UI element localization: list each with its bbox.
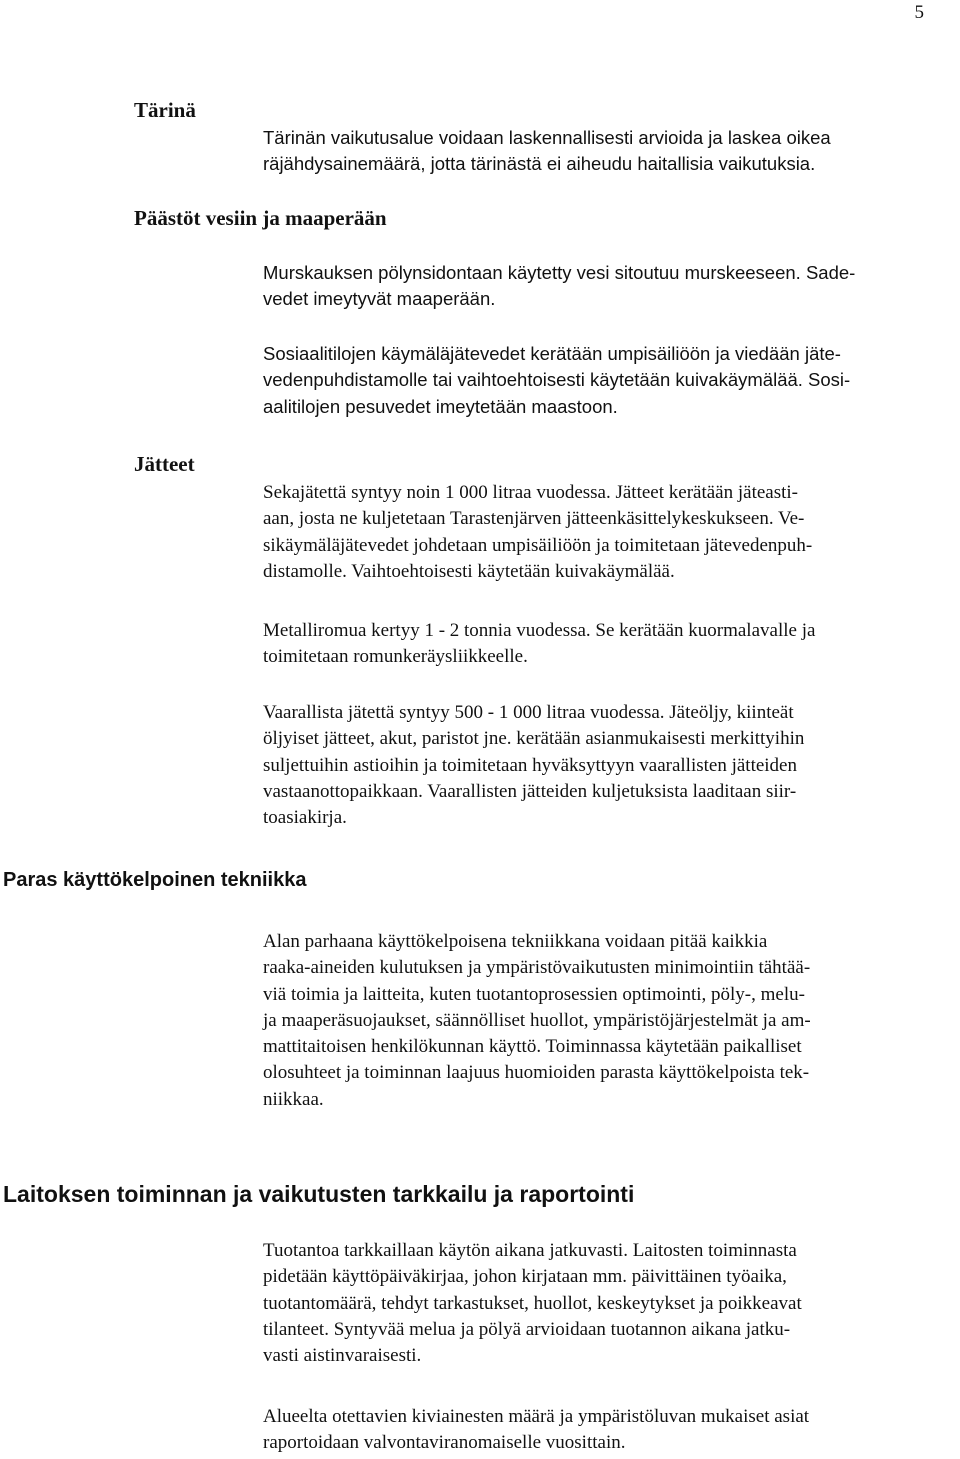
text-line: vasti aistinvaraisesti. — [263, 1345, 422, 1367]
text-line: distamolle. Vaihtoehtoisesti käytetään kuivakäymälää. — [263, 560, 675, 582]
text-line: Alan parhaana käyttökelpoisena tekniikkana voidaan pitää kaikkia — [263, 931, 768, 952]
text-line: tuotantomäärä, tehdyt tarkastukset, huollot, keskeytykset ja poikkeavat — [263, 1292, 802, 1314]
paragraph-sosiaali — [263, 341, 960, 420]
text-line: Tuotantoa tarkkaillaan käytön aikana jatkuvasti. Laitosten toiminnasta — [263, 1240, 797, 1261]
paragraph-tarina — [263, 125, 960, 178]
text-line: Sosiaalitilojen käymäläjätevedet kerätään umpisäiliöön ja viedään jäte- — [263, 343, 841, 364]
paragraph-vaarallinen — [263, 700, 960, 831]
text-line: Alueelta otettavien kiviainesten määrä ja ympäristöluvan mukaiset asiat — [263, 1406, 810, 1427]
text-line: räjähdysainemäärä, jotta tärinästä ei aiheudu haitallisia vaikutuksia. — [263, 153, 816, 175]
text-line: Metalliromua kertyy 1 - 2 tonnia vuodessa. Se kerätään kuormalavalle ja — [263, 620, 816, 641]
text-line: suljettuihin astioihin ja toimitetaan hyväksyttyyn vaarallisten jätteiden — [263, 754, 797, 776]
paragraph-tuotanto — [263, 1238, 960, 1369]
text-line: aan, josta ne kuljetetaan Tarastenjärven jätteenkäsittelykeskukseen. Ve- — [263, 508, 805, 530]
page-number: 5 — [914, 2, 924, 23]
text-line: Vaarallista jätettä syntyy 500 - 1 000 litraa vuodessa. Jäteöljy, kiinteät — [263, 702, 794, 723]
text-line: Tärinän vaikutusalue voidaan laskennallisesti arvioida ja laskea oikea — [263, 127, 831, 148]
text-line: Murskauksen pölynsidontaan käytetty vesi sitoutuu murskeeseen. Sade- — [263, 262, 856, 283]
text-line: aalitilojen pesuvedet imeytetään maastoon. — [263, 395, 618, 417]
text-line: vedet imeytyvät maaperään. — [263, 288, 496, 310]
text-line: Sekajätettä syntyy noin 1 000 litraa vuodessa. Jätteet kerätään jäteasti- — [263, 482, 798, 503]
text-line: raportoidaan valvontaviranomaiselle vuosittain. — [263, 1432, 626, 1454]
heading-tarina: Tärinä — [134, 98, 196, 122]
text-line: ja maaperäsuojaukset, säännölliset huollot, ympäristöjärjestelmät ja am- — [263, 1009, 811, 1031]
text-line: vastaanottopaikkaan. Vaarallisten jätteiden kuljetuksista laaditaan siir- — [263, 780, 797, 802]
paragraph-metalli — [263, 618, 960, 671]
text-line: pidetään käyttöpäiväkirjaa, johon kirjataan mm. päivittäinen työaika, — [263, 1266, 787, 1288]
text-line: vedenpuhdistamolle tai vaihtoehtoisesti käytetään kuivakäymälää. Sosi- — [263, 369, 851, 391]
text-line: toasiakirja. — [263, 807, 347, 829]
text-line: niikkaa. — [263, 1088, 324, 1110]
text-line: sikäymäläjätevedet johdetaan umpisäiliöön ja toimitetaan jätevedenpuh- — [263, 534, 813, 556]
paragraph-murskaus — [263, 260, 960, 313]
text-line: tilanteet. Syntyvää melua ja pölyä arvioidaan tuotannon aikana jatku- — [263, 1318, 791, 1340]
heading-paras: Paras käyttökelpoinen tekniikka — [3, 869, 307, 891]
text-line: toimitetaan romunkeräysliikkeelle. — [263, 646, 528, 668]
text-line: olosuhteet ja toiminnan laajuus huomioiden parasta käyttökelpoista tek- — [263, 1062, 810, 1084]
paragraph-paras — [263, 929, 960, 1113]
text-line: öljyiset jätteet, akut, paristot jne. kerätään asianmukaisesti merkittyihin — [263, 728, 805, 750]
text-line: raaka-aineiden kulutuksen ja ympäristövaikutusten minimointiin tähtää- — [263, 957, 811, 979]
text-line: viä toimia ja laitteita, kuten tuotantoprosessien optimointi, pöly-, melu- — [263, 983, 805, 1005]
paragraph-alue — [263, 1404, 960, 1457]
heading-jatteet: Jätteet — [134, 452, 195, 476]
heading-laitoksen: Laitoksen toiminnan ja vaikutusten tarkkailu ja raportointi — [3, 1181, 635, 1207]
paragraph-sekajate — [263, 480, 960, 585]
heading-paastot: Päästöt vesiin ja maaperään — [134, 206, 387, 230]
text-line: mattitaitoisen henkilökunnan käyttö. Toiminnassa käytetään paikalliset — [263, 1036, 802, 1058]
